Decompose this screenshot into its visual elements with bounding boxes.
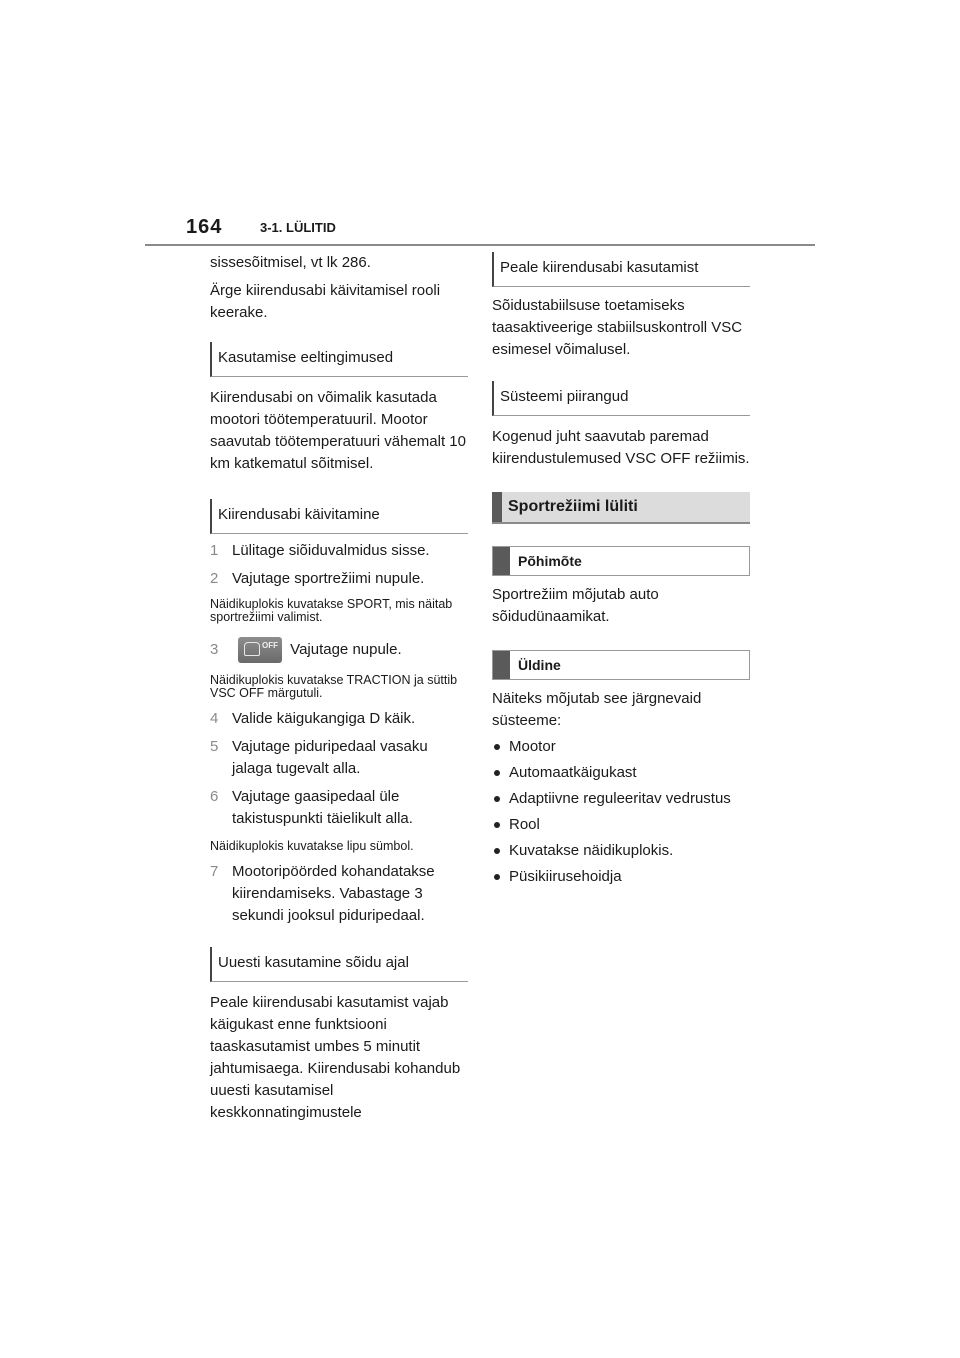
subsection-heading-text: Üldine bbox=[518, 657, 561, 673]
header-divider bbox=[145, 244, 815, 246]
page-number: 164 bbox=[186, 216, 223, 238]
bullet-icon bbox=[494, 796, 500, 802]
step-text: Valide käigukangiga D käik. bbox=[232, 710, 416, 727]
step-text: Mootoripöörded kohandatakse kiirendamiseks. Vabastage 3 sekundi jooksul piduripedaal. bbox=[232, 863, 435, 924]
subheading: Uuesti kasutamine sõidu ajal bbox=[210, 947, 468, 982]
paragraph: sissesõitmisel, vt lk 286. bbox=[210, 254, 371, 271]
note: Näidikuplokis kuvatakse SPORT, mis näitab sportrežiimi valimist. bbox=[210, 597, 453, 624]
step-item bbox=[210, 736, 468, 780]
bullet-icon bbox=[494, 822, 500, 828]
heading-bar bbox=[493, 547, 510, 575]
list-item: Automaatkäigukast bbox=[492, 762, 750, 784]
paragraph: Kogenud juht saavutab paremad kiirendustulemused VSC OFF režiimis. bbox=[492, 428, 750, 467]
step-item bbox=[210, 636, 468, 664]
subsection-heading bbox=[492, 650, 750, 680]
bullet-icon bbox=[494, 848, 500, 854]
step-item bbox=[210, 786, 468, 830]
list-item: Rool bbox=[492, 814, 750, 836]
list-item: Mootor bbox=[492, 736, 750, 758]
list-item: Püsikiirusehoidja bbox=[492, 866, 750, 888]
heading-bar bbox=[493, 651, 510, 679]
paragraph: Sõidustabiilsuse toetamiseks taasaktiveerige stabiilsuskontroll VSC esimesel võimalusel. bbox=[492, 297, 743, 358]
left-column bbox=[210, 252, 468, 1124]
step-number: 6 bbox=[210, 788, 219, 805]
bullet-icon bbox=[494, 874, 500, 880]
step-text: Vajutage nupule. bbox=[290, 641, 402, 658]
step-number: 4 bbox=[210, 710, 219, 727]
step-item bbox=[210, 540, 468, 562]
section-heading bbox=[492, 492, 750, 524]
subsection-heading-text: Põhimõte bbox=[518, 553, 582, 569]
subsection-heading bbox=[492, 546, 750, 576]
bullet-icon bbox=[494, 770, 500, 776]
step-number: 2 bbox=[210, 570, 219, 587]
paragraph: Kiirendusabi on võimalik kasutada mootori töötemperatuuril. Mootor saavutab töötemperatuuri vähemalt 10 km katkematul sõitmisel. bbox=[210, 389, 466, 472]
note: Näidikuplokis kuvatakse lipu sümbol. bbox=[210, 839, 414, 853]
step-item bbox=[210, 861, 468, 927]
step-item bbox=[210, 568, 468, 590]
step-item bbox=[210, 708, 468, 730]
step-text: Lülitage siõiduvalmidus sisse. bbox=[232, 542, 430, 559]
note: Näidikuplokis kuvatakse TRACTION ja süttib VSC OFF märgutuli. bbox=[210, 673, 458, 700]
bullet-list bbox=[492, 736, 750, 888]
subheading: Kiirendusabi käivitamine bbox=[210, 499, 468, 534]
step-number: 5 bbox=[210, 738, 219, 755]
paragraph: Näiteks mõjutab see järgnevaid süsteeme: bbox=[492, 690, 702, 729]
step-text: Vajutage piduripedaal vasaku jalaga tugevalt alla. bbox=[232, 738, 428, 777]
heading-bar bbox=[492, 492, 502, 522]
list-item: Adaptiivne reguleeritav vedrustus bbox=[492, 788, 750, 810]
off-label: OFF bbox=[262, 641, 278, 651]
step-text: Vajutage sportrežiimi nupule. bbox=[232, 570, 425, 587]
step-number: 7 bbox=[210, 863, 219, 880]
paragraph: Ärge kiirendusabi käivitamisel rooli keerake. bbox=[210, 282, 441, 321]
step-number: 1 bbox=[210, 542, 219, 559]
traction-off-button-icon bbox=[238, 637, 282, 663]
paragraph: Sportrežiim mõjutab auto sõidudünaamikat. bbox=[492, 586, 659, 625]
paragraph: Peale kiirendusabi kasutamist vajab käigukast enne funktsiooni taaskasutamist umbes 5 minutit jahtumisaega. Kiirendusabi kohandub uuesti kasutamisel keskkonnatingimustele bbox=[210, 994, 461, 1121]
step-text: Vajutage gaasipedaal üle takistuspunkti täielikult alla. bbox=[232, 788, 413, 827]
section-title: 3-1. LÜLITID bbox=[260, 220, 336, 235]
subheading: Kasutamise eeltingimused bbox=[210, 342, 468, 377]
subheading: Süsteemi piirangud bbox=[492, 381, 750, 416]
section-heading-text: Sportrežiimi lüliti bbox=[508, 498, 638, 515]
right-column bbox=[492, 252, 750, 888]
subheading: Peale kiirendusabi kasutamist bbox=[492, 252, 750, 287]
step-number: 3 bbox=[210, 641, 219, 658]
bullet-icon bbox=[494, 744, 500, 750]
list-item: Kuvatakse näidikuplokis. bbox=[492, 840, 750, 862]
